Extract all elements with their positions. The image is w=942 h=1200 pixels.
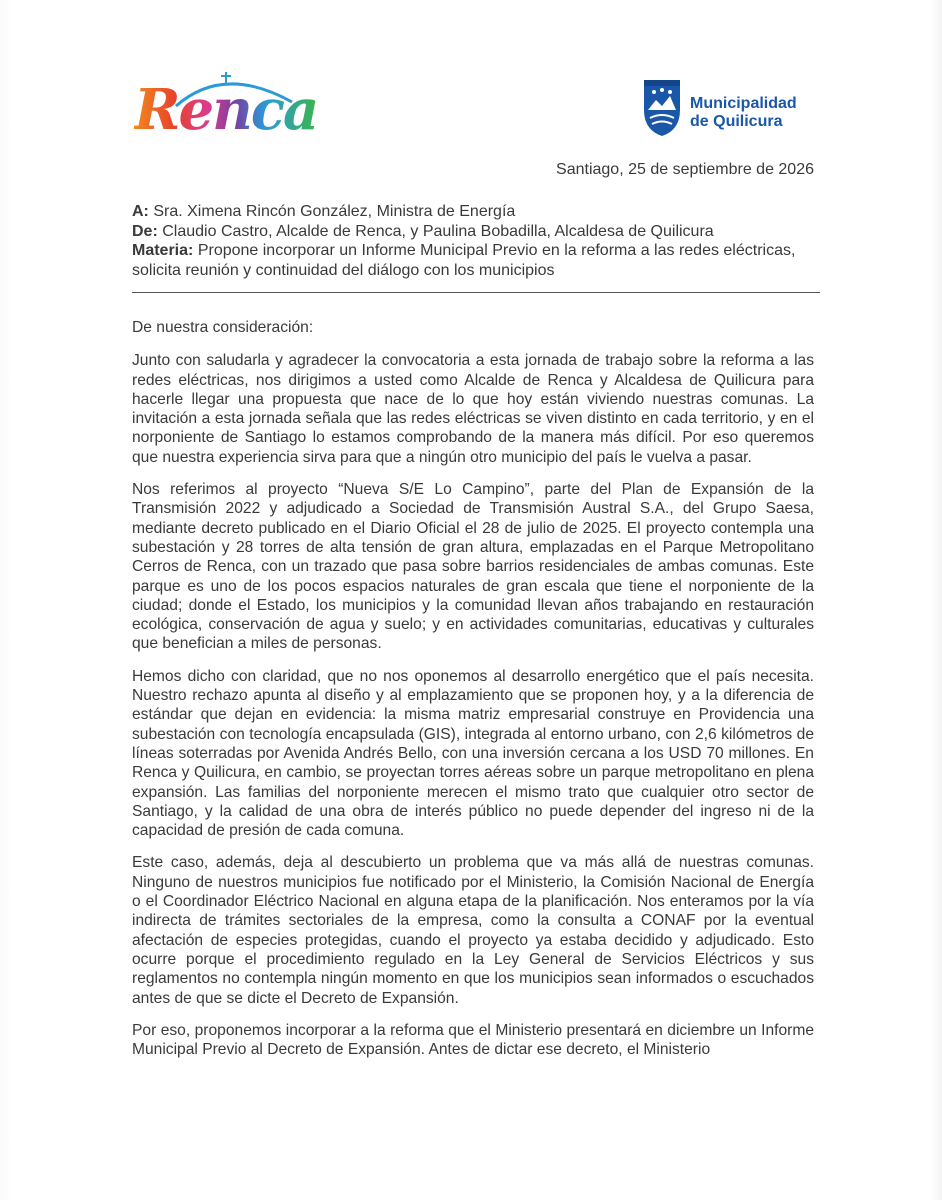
letter-header <box>132 202 822 280</box>
paragraph-3: Hemos dicho con claridad, que no nos oponemos al desarrollo energético que el país necesita. Nuestro rechazo apunta al diseño y al emplazamiento que se proponen hoy, y a la diferencia de estándar que dejan en evidencia: la misma matriz empresarial construye en Providencia una subestación con tecnología encapsulada (GIS), integrada al entorno urbano, con 2,6 kilómetros de líneas soterradas por Avenida Andrés Bello, con una inversión cercana a los USD 70 millones. En Renca y Quilicura, en cambio, se proyectan torres aéreas sobre un parque metropolitano en plena expansión. Las familias del norponiente merecen el mismo trato que cualquier otro sector de Santiago, y la calidad de una obra de interés público no puede depender del ingreso ni de la capacidad de presión de cada comuna. <box>132 667 814 840</box>
subject-value: Propone incorporar un Informe Municipal Previo en la reforma a las redes eléctricas, solicita reunión y continuidad del diálogo con los municipios <box>132 242 796 279</box>
quilicura-line-1: Municipalidad <box>690 95 797 112</box>
quilicura-wordmark <box>690 95 797 131</box>
to-line <box>132 202 822 222</box>
to-label: A: <box>132 203 149 220</box>
quilicura-line-2: de Quilicura <box>690 113 783 130</box>
subject-line <box>132 241 822 280</box>
to-value: Sra. Ximena Rincón González, Ministra de Energía <box>153 203 516 220</box>
renca-wordmark: Renca <box>134 77 318 143</box>
from-label: De: <box>132 222 158 240</box>
paragraph-2: Nos referimos al proyecto “Nueva S/E Lo Campino”, parte del Plan de Expansión de la Transmisión 2022 y adjudicado a Sociedad de Transmisión Austral S.A., del Grupo Saesa, mediante decreto publicado en el Diario Oficial el 28 de julio de 2025. El proyecto contempla una subestación y 28 torres de alta tensión de gran altura, emplazadas en el Parque Metropolitano Cerros de Renca, con un trazado que pasa sobre barrios residenciales de ambas comunas. Este parque es uno de los pocos espacios naturales de gran escala que tiene el norponiente de la ciudad; donde el Estado, los municipios y la comunidad llevan años trabajando en restauración ecológica, conservación de agua y suelo; y en actividades comunitarias, educativas y culturales que benefician a miles de personas. <box>132 481 814 653</box>
paragraph-1: Junto con saludarla y agradecer la convocatoria a esta jornada de trabajo sobre la reforma a las redes eléctricas, nos dirigimos a usted como Alcalde de Renca y Alcaldesa de Quilicura para hacerle llegar una propuesta que nace de lo que hoy están viviendo nuestras comunas. La invitación a esta jornada señala que las redes eléctricas se viven distinto en cada territorio, y en el norponiente de Santiago lo estamos comprobando de la manera más difícil. Por eso queremos que nuestra experiencia sirva para que a ningún otro municipio del país le vuelva a pasar. <box>132 352 814 466</box>
header-divider <box>132 292 820 293</box>
from-value: Claudio Castro, Alcalde de Renca, y Paulina Bobadilla, Alcaldesa de Quilicura <box>162 222 714 240</box>
letter-date: Santiago, 25 de septiembre de 2026 <box>556 161 814 178</box>
letter-body <box>132 318 814 1072</box>
greeting: De nuestra consideración: <box>132 319 314 336</box>
paragraph-4: Este caso, además, deja al descubierto un problema que va más allá de nuestras comunas. Ninguno de nuestros municipios fue notificado por el Ministerio, la Comisión Nacional de Energía o el Coordinador Eléctrico Nacional en alguna etapa de la planificación. Nos enteramos por la vía indirecta de trámites sectoriales de la empresa, como la consulta a CONAF por la eventual afectación de especies protegidas, cuando el proyecto ya estaba decidido y adjudicado. Esto ocurre porque el procedimiento regulado en la Ley General de Servicios Eléctricos y sus reglamentos no contempla ningún momento en que los municipios sean informados o escuchados antes de que se dicte el Decreto de Expansión. <box>132 854 814 1007</box>
subject-label: Materia: <box>132 242 194 259</box>
quilicura-shield-icon <box>640 76 684 138</box>
paragraph-5: Por eso, proponemos incorporar a la reforma que el Ministerio presentará en diciembre un Informe Municipal Previo al Decreto de Expansión. Antes de dictar ese decreto, el Ministerio <box>132 1021 814 1059</box>
quilicura-logo <box>640 76 830 138</box>
from-line <box>132 222 822 242</box>
renca-logo <box>134 68 318 148</box>
